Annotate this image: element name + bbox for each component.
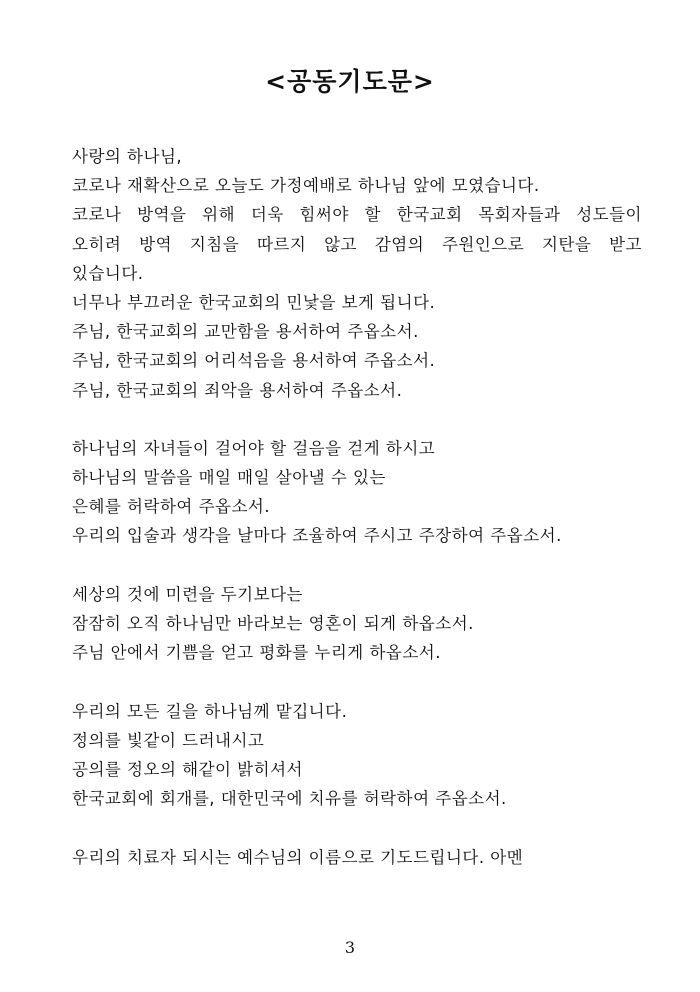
page-number: 3 [344, 938, 356, 957]
prayer-line: 정의를 빛같이 드러내시고 [72, 730, 265, 750]
prayer-line: 사랑의 하나님, [72, 147, 183, 166]
prayer-line: 잠잠히 오직 하나님만 바라보는 영혼이 되게 하옵소서. [72, 614, 474, 633]
paragraph-gap [72, 813, 642, 842]
prayer-line: 하나님의 말씀을 매일 매일 살아낼 수 있는 [72, 468, 386, 488]
prayer-line: 한국교회에 회개를, 대한민국에 치유를 허락하여 주옵소서. [72, 789, 507, 809]
prayer-paragraph [72, 843, 642, 872]
paragraph-gap [72, 405, 642, 434]
prayer-line: 오히려 방역 지침을 따르지 않고 감염의 주원인으로 지탄을 받고 [72, 234, 642, 254]
paragraph-gap [72, 667, 642, 696]
prayer-line: 주님, 한국교회의 죄악을 용서하여 주옵소서. [72, 380, 403, 400]
prayer-line: 너무나 부끄러운 한국교회의 민낯을 보게 됩니다. [72, 292, 436, 312]
prayer-paragraph [72, 142, 642, 405]
prayer-line: 우리의 모든 길을 하나님께 맡깁니다. [72, 701, 348, 721]
prayer-line: 코로나 방역을 위해 더욱 힘써야 할 한국교회 목회자들과 성도들이 [72, 205, 642, 225]
prayer-line: 주님 안에서 기쁨을 얻고 평화를 누리게 하옵소서. [72, 643, 441, 663]
prayer-paragraph [72, 697, 642, 814]
prayer-line: 하나님의 자녀들이 걸어야 할 걸음을 걷게 하시고 [72, 438, 436, 458]
prayer-line: 세상의 것에 미련을 두기보다는 [72, 584, 303, 604]
prayer-line: 있습니다. [72, 263, 144, 283]
prayer-line: 은혜를 허락하여 주옵소서. [72, 497, 271, 517]
prayer-line: 주님, 한국교회의 어리석음을 용서하여 주옵소서. [72, 351, 436, 371]
page-title: <공동기도문> [265, 67, 435, 96]
paragraph-gap [72, 551, 642, 580]
prayer-paragraph [72, 580, 642, 668]
prayer-paragraph [72, 434, 642, 551]
prayer-line: 주님, 한국교회의 교만함을 용서하여 주옵소서. [72, 322, 419, 342]
prayer-line: 우리의 입술과 생각을 날마다 조율하여 주시고 주장하여 주옵소서. [72, 526, 562, 546]
prayer-line: 공의를 정오의 해같이 밝히셔서 [72, 759, 303, 779]
prayer-body [72, 142, 642, 872]
prayer-line: 우리의 치료자 되시는 예수님의 이름으로 기도드립니다. 아멘 [72, 847, 524, 867]
prayer-line: 코로나 재확산으로 오늘도 가정예배로 하나님 앞에 모였습니다. [72, 176, 540, 196]
